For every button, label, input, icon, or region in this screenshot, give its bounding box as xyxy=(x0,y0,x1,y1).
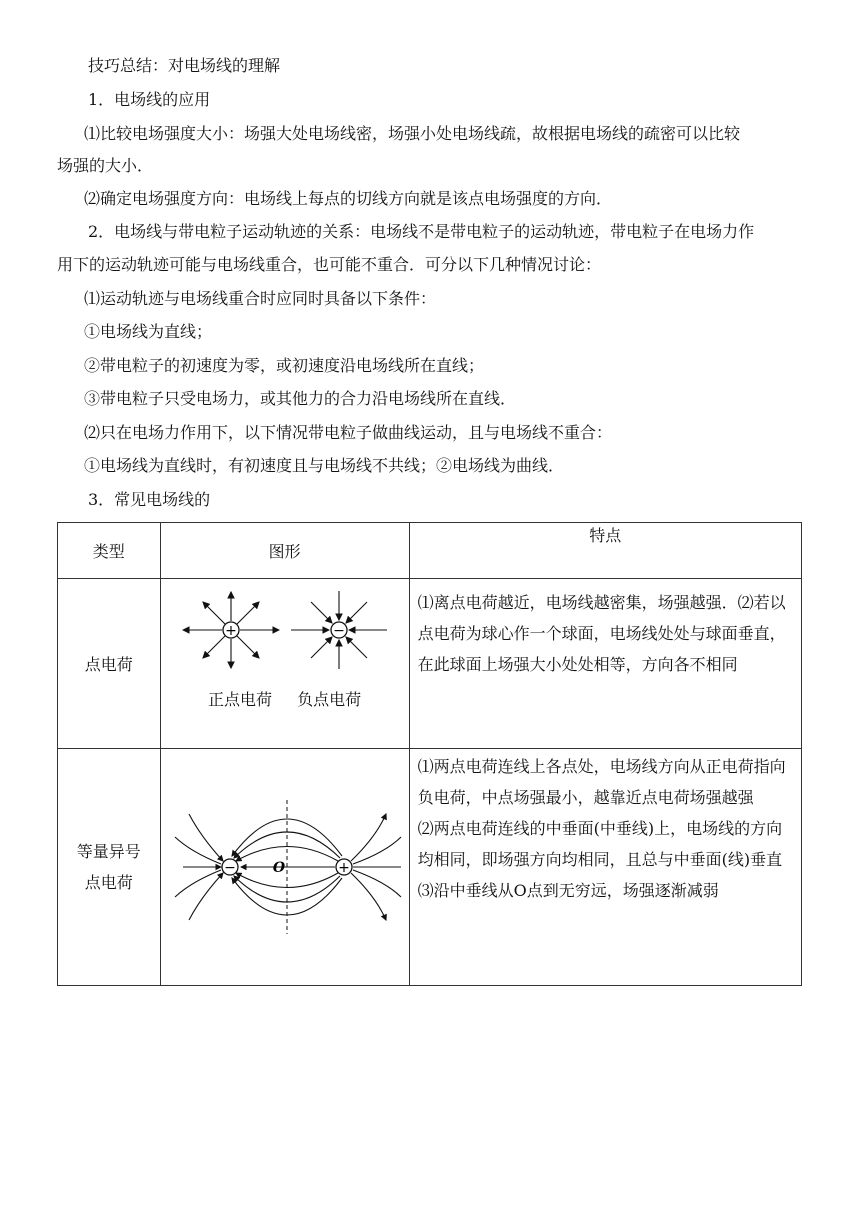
dipole-field-lines xyxy=(175,814,401,920)
figure-dipole xyxy=(160,749,409,986)
s2-case1-item1: ①电场线为直线； xyxy=(84,322,213,341)
type-dipole-line2: 点电荷 xyxy=(84,873,133,892)
point-charge-diagram xyxy=(161,587,409,687)
dipole-positive-symbol: + xyxy=(337,860,350,876)
dipole-feature-1: ⑴两点电荷连线上各点处，电场线方向从正电荷指向负电荷，中点场强最小，越靠近点电荷场强越强 xyxy=(417,757,786,807)
section1-title: 1．电场线的应用 xyxy=(88,90,211,109)
negative-charge-symbol: − xyxy=(332,623,345,639)
table-header-row xyxy=(58,523,802,579)
s2-case1: ⑴运动轨迹与电场线重合时应同时具备以下条件： xyxy=(84,289,437,308)
caption-positive: 正点电荷 xyxy=(208,690,273,709)
header-figure: 图形 xyxy=(160,523,409,579)
caption-negative: 负点电荷 xyxy=(297,690,362,709)
dipole-negative-symbol: − xyxy=(223,860,236,876)
features-point-charge xyxy=(409,579,801,749)
table-row xyxy=(58,579,802,749)
header-features: 特点 xyxy=(409,523,801,579)
section2-title-b: 用下的运动轨迹可能与电场线重合，也可能不重合．可分以下几种情况讨论： xyxy=(57,255,602,274)
features-dipole xyxy=(409,749,801,986)
s2-case2: ⑵只在电场力作用下，以下情况带电粒子做曲线运动，且与电场线不重合： xyxy=(84,423,613,442)
s1-point1-b: 场强的大小． xyxy=(57,156,154,175)
s2-case2-items: ①电场线为直线时，有初速度且与电场线不共线；②电场线为曲线． xyxy=(84,456,565,475)
origin-label: O xyxy=(272,860,285,876)
header-type: 类型 xyxy=(58,523,161,579)
s1-point1-a: ⑴比较电场强度大小：场强大处电场线密，场强小处电场线疏，故根据电场线的疏密可以比较 xyxy=(84,124,741,143)
section3-title: 3．常见电场线的 xyxy=(88,490,211,509)
field-lines-table xyxy=(57,522,802,986)
figure-point-charges xyxy=(160,579,409,749)
dipole-feature-2: ⑵两点电荷连线的中垂面(中垂线)上，电场线的方向均相同，即场强方向均相同，且总与中垂面(线)垂直 xyxy=(417,819,783,869)
point-charge-description: ⑴离点电荷越近，电场线越密集，场强越强．⑵若以点电荷为球心作一个球面，电场线处处与球面垂直，在此球面上场强大小处处相等，方向各不相同 xyxy=(417,593,786,674)
s1-point2: ⑵确定电场强度方向：电场线上每点的切线方向就是该点电场强度的方向． xyxy=(84,189,613,208)
point-charge-caption xyxy=(161,687,409,710)
s2-case1-item3: ③带电粒子只受电场力，或其他力的合力沿电场线所在直线． xyxy=(84,389,517,408)
dipole-diagram xyxy=(161,792,409,942)
type-dipole xyxy=(58,749,161,986)
s2-case1-item2: ②带电粒子的初速度为零，或初速度沿电场线所在直线； xyxy=(84,356,485,375)
table-row xyxy=(58,749,802,986)
heading: 技巧总结：对电场线的理解 xyxy=(88,56,281,75)
type-point-charge: 点电荷 xyxy=(58,579,161,749)
positive-charge-symbol: + xyxy=(224,623,237,639)
dipole-feature-3: ⑶沿中垂线从O点到无穷远，场强逐渐减弱 xyxy=(417,881,719,900)
section2-title-a: 2．电场线与带电粒子运动轨迹的关系：电场线不是带电粒子的运动轨迹，带电粒子在电场力作 xyxy=(88,222,755,241)
dipole-description xyxy=(410,749,801,906)
type-dipole-line1: 等量异号 xyxy=(76,842,141,861)
